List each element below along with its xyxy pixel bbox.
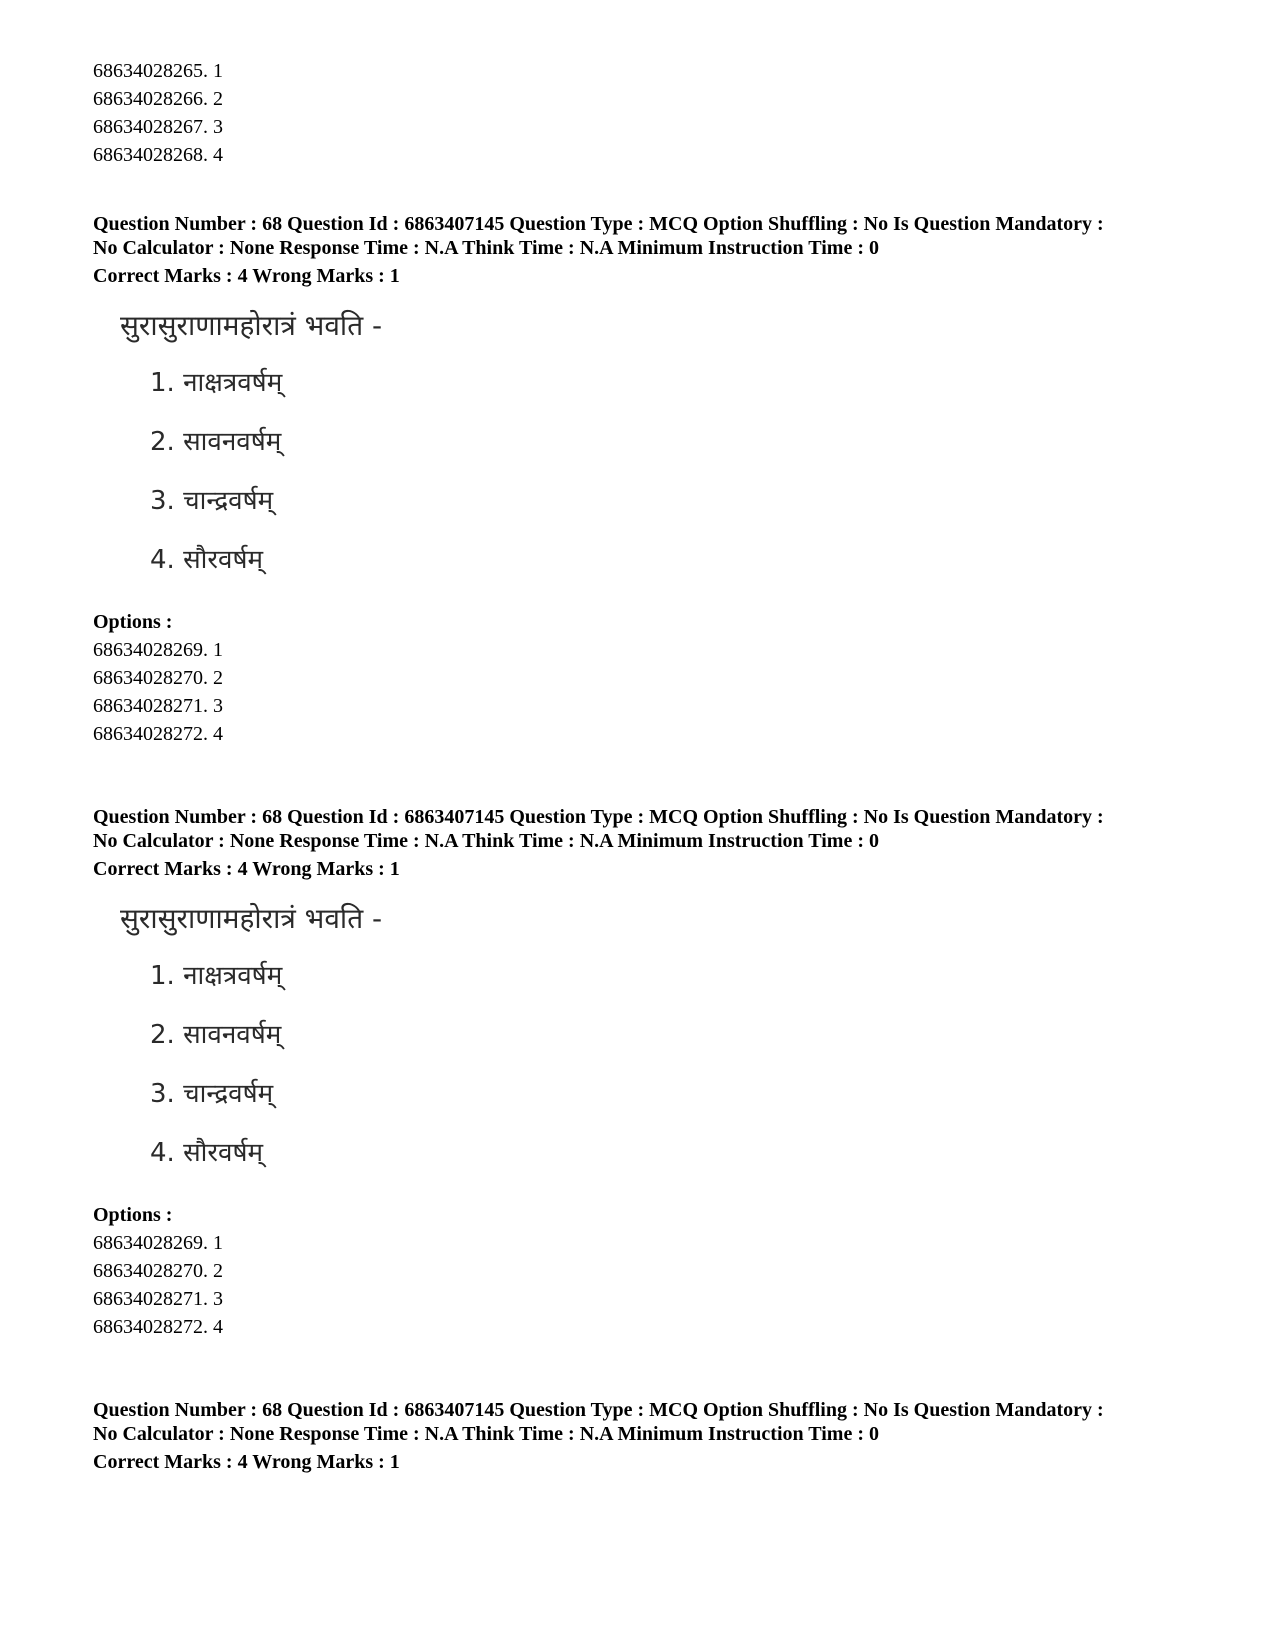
question-meta-continued: No Calculator : None Response Time : N.A Think Time : N.A Minimum Instruction Time : 0 xyxy=(93,237,879,259)
question-marks: Correct Marks : 4 Wrong Marks : 1 xyxy=(93,858,400,880)
question-choice: 1. नाक्षत्रवर्षम् xyxy=(150,368,283,398)
option-value: 2 xyxy=(213,1260,223,1282)
question-meta-continued: No Calculator : None Response Time : N.A Think Time : N.A Minimum Instruction Time : 0 xyxy=(93,1423,879,1445)
option-line xyxy=(93,141,223,169)
option-id: 68634028267. xyxy=(93,116,208,138)
option-line xyxy=(93,113,223,141)
option-id: 68634028270. xyxy=(93,667,208,689)
option-id: 68634028269. xyxy=(93,1232,208,1254)
option-value: 4 xyxy=(213,1316,223,1338)
option-value: 3 xyxy=(213,116,223,138)
option-id: 68634028271. xyxy=(93,1288,208,1310)
option-line xyxy=(93,1257,1213,1285)
question-block xyxy=(93,1398,1213,1474)
question-meta: Question Number : 68 Question Id : 6863407145 Question Type : MCQ Option Shuffling : No Is Question Mandatory : xyxy=(93,806,1104,828)
question-marks: Correct Marks : 4 Wrong Marks : 1 xyxy=(93,265,400,287)
option-line xyxy=(93,636,1213,664)
option-line xyxy=(93,1313,1213,1341)
option-value: 2 xyxy=(213,88,223,110)
option-value: 4 xyxy=(213,723,223,745)
question-block xyxy=(93,212,1213,748)
option-line xyxy=(93,664,1213,692)
option-id: 68634028269. xyxy=(93,639,208,661)
option-value: 4 xyxy=(213,144,223,166)
option-value: 1 xyxy=(213,60,223,82)
option-line xyxy=(93,85,223,113)
question-block xyxy=(93,805,1213,1341)
question-text: सुरासुराणामहोरात्रं भवति - xyxy=(120,902,383,935)
option-value: 1 xyxy=(213,639,223,661)
options-heading: Options : xyxy=(93,1204,173,1226)
option-line xyxy=(93,1229,1213,1257)
previous-question-options xyxy=(93,57,223,169)
question-choice: 2. सावनवर्षम् xyxy=(150,1020,282,1050)
question-meta-continued: No Calculator : None Response Time : N.A Think Time : N.A Minimum Instruction Time : 0 xyxy=(93,830,879,852)
question-image xyxy=(120,308,1213,602)
option-id: 68634028272. xyxy=(93,1316,208,1338)
option-id: 68634028265. xyxy=(93,60,208,82)
question-marks: Correct Marks : 4 Wrong Marks : 1 xyxy=(93,1451,400,1473)
question-meta: Question Number : 68 Question Id : 6863407145 Question Type : MCQ Option Shuffling : No Is Question Mandatory : xyxy=(93,213,1104,235)
option-id: 68634028270. xyxy=(93,1260,208,1282)
question-choice: 4. सौरवर्षम् xyxy=(150,545,264,575)
option-line xyxy=(93,57,223,85)
option-value: 3 xyxy=(213,1288,223,1310)
option-id: 68634028271. xyxy=(93,695,208,717)
question-choice: 3. चान्द्रवर्षम् xyxy=(150,486,274,516)
option-value: 2 xyxy=(213,667,223,689)
option-line xyxy=(93,1285,1213,1313)
question-choice: 1. नाक्षत्रवर्षम् xyxy=(150,961,283,991)
option-line xyxy=(93,692,1213,720)
question-meta: Question Number : 68 Question Id : 6863407145 Question Type : MCQ Option Shuffling : No Is Question Mandatory : xyxy=(93,1399,1104,1421)
options-heading: Options : xyxy=(93,611,173,633)
question-image xyxy=(120,901,1213,1195)
question-choice: 3. चान्द्रवर्षम् xyxy=(150,1079,274,1109)
option-id: 68634028272. xyxy=(93,723,208,745)
option-value: 1 xyxy=(213,1232,223,1254)
question-text: सुरासुराणामहोरात्रं भवति - xyxy=(120,309,383,342)
question-choice: 2. सावनवर्षम् xyxy=(150,427,282,457)
question-choice: 4. सौरवर्षम् xyxy=(150,1138,264,1168)
option-value: 3 xyxy=(213,695,223,717)
option-id: 68634028268. xyxy=(93,144,208,166)
option-line xyxy=(93,720,1213,748)
option-id: 68634028266. xyxy=(93,88,208,110)
